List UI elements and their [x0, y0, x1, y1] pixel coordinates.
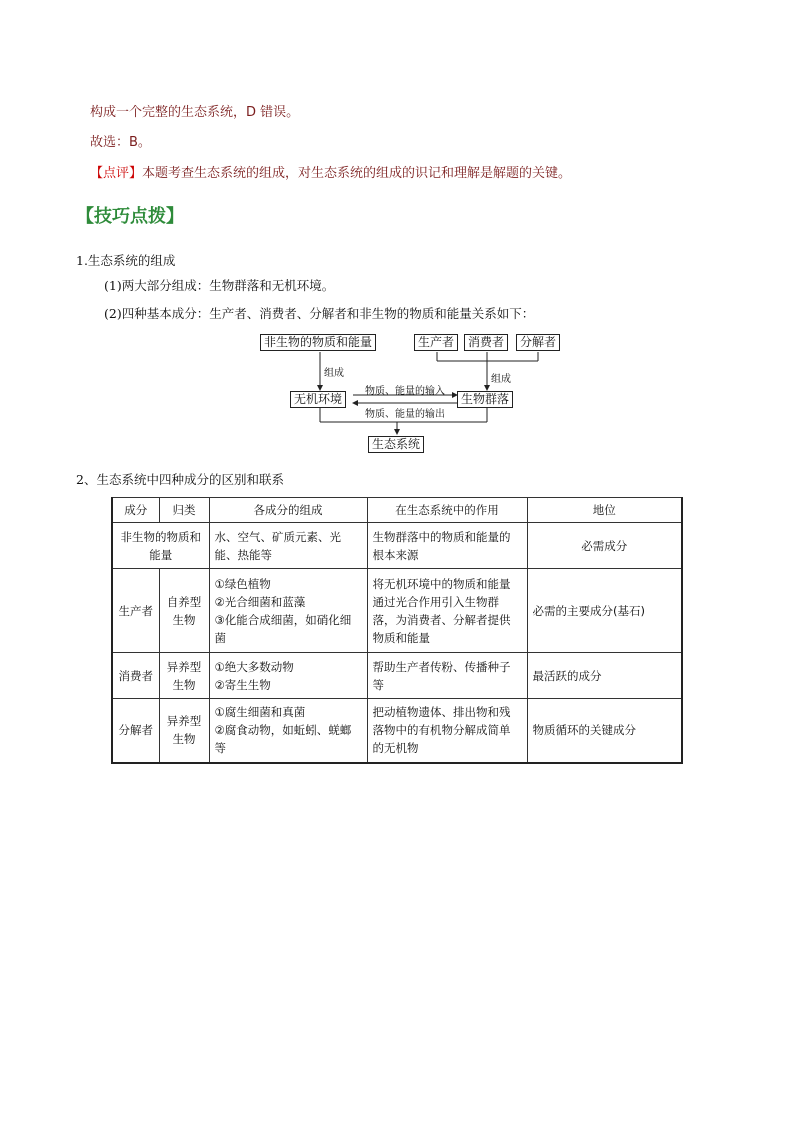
point2-title: 2、生态系统中四种成分的区别和联系 [76, 472, 284, 487]
cell-name: 非生物的物质和能量 [112, 523, 209, 569]
box-nonliving: 非生物的物质和能量 [260, 334, 376, 351]
cell-role: 生物群落中的物质和能量的根本来源 [367, 523, 527, 569]
cell-composition [209, 653, 367, 699]
cell-category: 异养型生物 [159, 653, 209, 699]
label-input: 物质、能量的输入 [365, 386, 445, 397]
composition-item: ①腐生细菌和真菌 [214, 705, 306, 720]
cell-status: 最活跃的成分 [527, 653, 682, 699]
composition-item: ①绿色植物 [214, 576, 271, 591]
cell-status: 必需的主要成分(基石) [527, 569, 682, 653]
table-row [112, 699, 682, 763]
point1-sub2: (2)四种基本成分：生产者、消费者、分解者和非生物的物质和能量关系如下： [104, 306, 535, 321]
box-decomposer: 分解者 [516, 334, 560, 351]
composition-item: ②腐食动物，如蚯蚓、蜣螂等 [214, 723, 352, 756]
header-component: 成分 [112, 498, 159, 523]
label-compose-left: 组成 [324, 368, 344, 379]
header-role: 在生态系统中的作用 [367, 498, 527, 523]
comment-tag: 【点评】 [90, 166, 143, 181]
cell-category: 自养型生物 [159, 569, 209, 653]
cell-name: 生产者 [112, 569, 159, 653]
comment-text: 本题考查生态系统的组成，对生态系统的组成的识记和理解是解题的关键。 [142, 166, 572, 181]
ecosystem-diagram [250, 326, 590, 456]
point1-title: 1.生态系统的组成 [76, 253, 176, 268]
cell-role: 将无机环境中的物质和能量通过光合作用引入生物群落，为消费者、分解者提供物质和能量 [367, 569, 527, 653]
composition-item: ②光合细菌和蓝藻 [214, 594, 306, 609]
section-heading: 【技巧点拨】 [76, 206, 184, 227]
cell-name: 分解者 [112, 699, 159, 763]
cell-status: 必需成分 [527, 523, 682, 569]
answer-line-2: 故选：B。 [90, 135, 151, 150]
answer-line-1: 构成一个完整的生态系统，D 错误。 [90, 105, 300, 120]
cell-composition [209, 569, 367, 653]
table-row [112, 523, 682, 569]
composition-item: ②寄生生物 [214, 677, 271, 692]
comment-paragraph [90, 162, 571, 181]
cell-name: 消费者 [112, 653, 159, 699]
table-header-row [112, 498, 682, 523]
components-table [111, 497, 683, 764]
box-producer: 生产者 [414, 334, 458, 351]
box-community: 生物群落 [457, 391, 513, 408]
cell-status: 物质循环的关键成分 [527, 699, 682, 763]
table-row [112, 569, 682, 653]
table-row [112, 653, 682, 699]
header-status: 地位 [527, 498, 682, 523]
box-environment: 无机环境 [290, 391, 346, 408]
composition-item: ①绝大多数动物 [214, 659, 294, 674]
box-consumer: 消费者 [464, 334, 508, 351]
label-output: 物质、能量的输出 [365, 409, 445, 420]
cell-category: 异养型生物 [159, 699, 209, 763]
header-composition: 各成分的组成 [209, 498, 367, 523]
cell-composition [209, 699, 367, 763]
cell-composition: 水、空气、矿质元素、光能、热能等 [209, 523, 367, 569]
cell-role: 帮助生产者传粉、传播种子等 [367, 653, 527, 699]
cell-role: 把动植物遗体、排出物和残落物中的有机物分解成简单的无机物 [367, 699, 527, 763]
composition-item: ③化能合成细菌，如硝化细菌 [214, 612, 352, 645]
point1-sub1: (1)两大部分组成：生物群落和无机环境。 [104, 278, 335, 293]
label-compose-right: 组成 [491, 374, 511, 385]
header-category: 归类 [159, 498, 209, 523]
box-ecosystem: 生态系统 [368, 436, 424, 453]
